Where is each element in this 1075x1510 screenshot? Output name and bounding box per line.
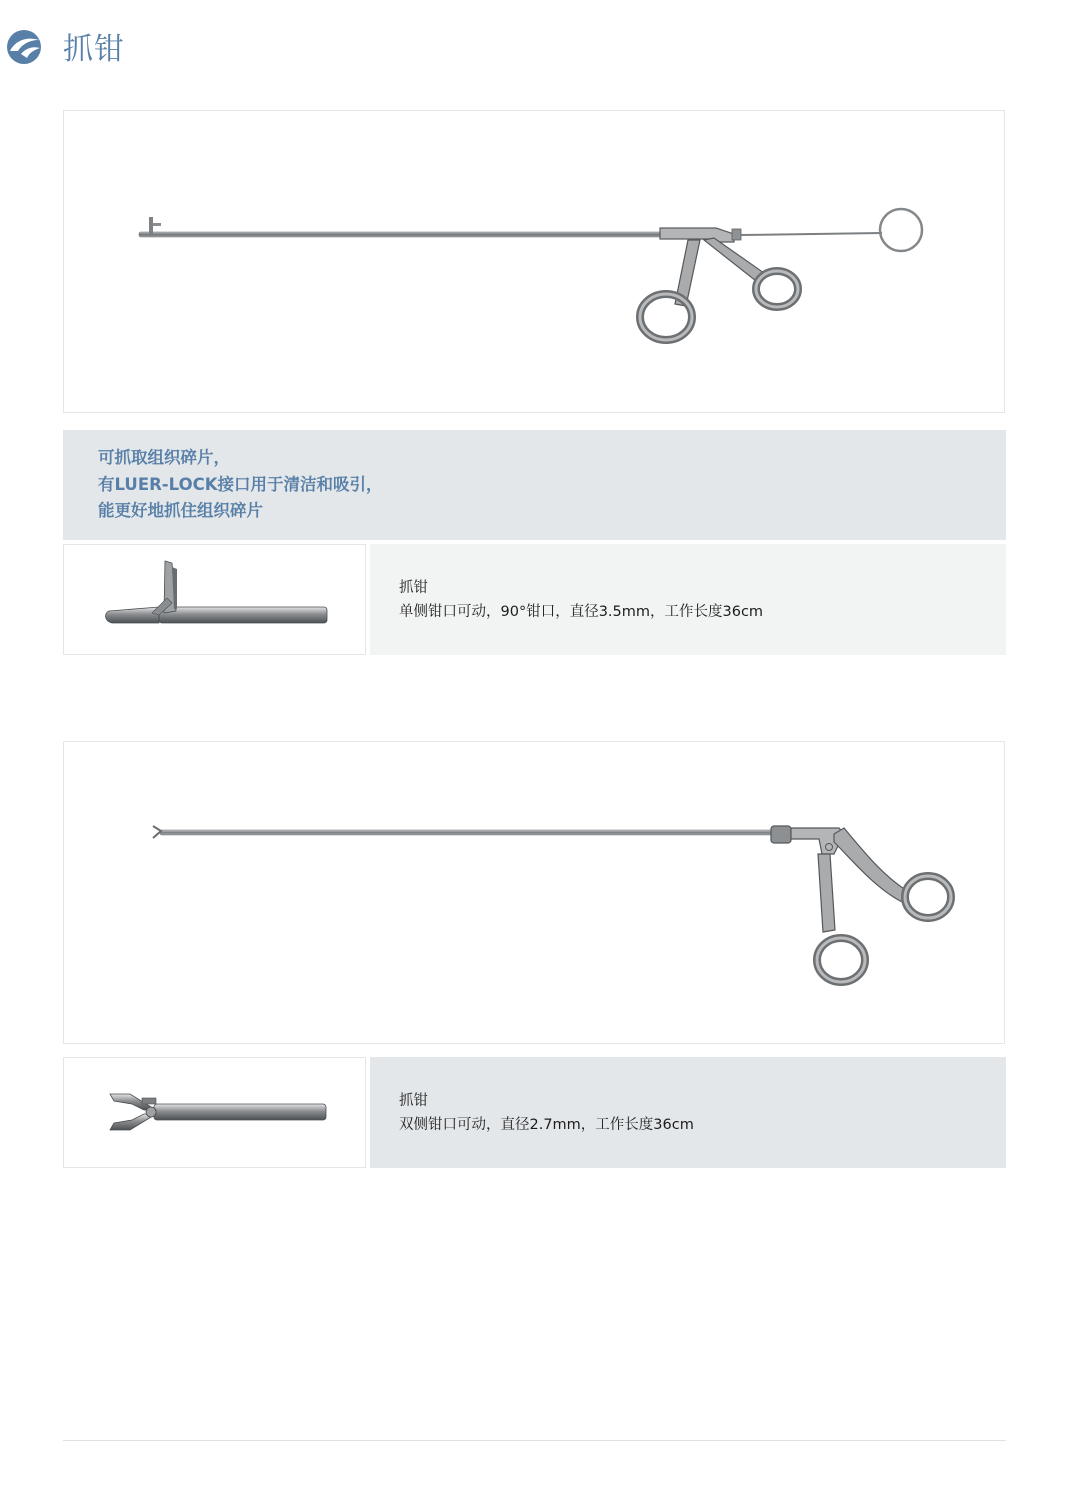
description-line: 有LUER-LOCK接口用于清洁和吸引， — [98, 474, 383, 494]
product-spec — [370, 544, 1006, 655]
jaw-detail-image — [63, 1057, 366, 1168]
product-description — [63, 430, 1006, 540]
bird-logo-icon — [6, 29, 42, 65]
product-image — [63, 741, 1005, 1044]
footer-divider — [63, 1440, 1006, 1441]
jaw-detail-image — [63, 544, 366, 655]
spec-title: 抓钳 — [399, 1093, 428, 1109]
double-action-jaw-icon — [64, 1058, 367, 1169]
grasping-forceps-double-action-photo — [64, 742, 1006, 1045]
description-line: 能更好地抓住组织碎片 — [98, 501, 263, 520]
product-image — [63, 110, 1005, 413]
description-line: 可抓取组织碎片， — [98, 448, 230, 467]
spec-text: 双侧钳口可动，直径2.7mm，工作长度36cm — [399, 1116, 694, 1133]
single-action-90-degree-jaw-icon — [64, 545, 367, 656]
spec-title: 抓钳 — [399, 580, 428, 596]
spec-text: 单侧钳口可动，90°钳口，直径3.5mm，工作长度36cm — [399, 603, 764, 620]
page-title: 抓钳 — [63, 32, 125, 67]
grasping-forceps-luer-lock-photo — [64, 111, 1006, 414]
product-spec — [370, 1057, 1006, 1168]
